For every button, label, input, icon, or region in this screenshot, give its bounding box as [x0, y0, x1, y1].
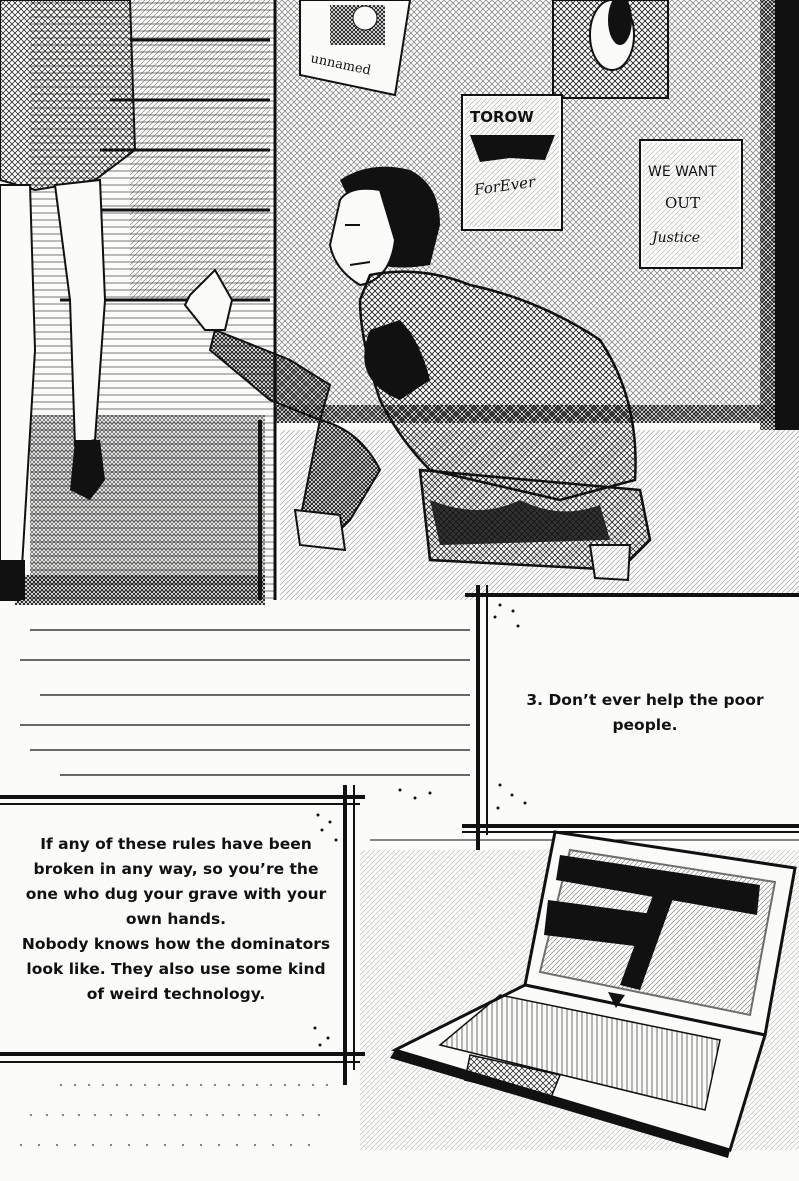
- poster-eye: [553, 0, 668, 98]
- poster-right-line-2: OUT: [665, 194, 700, 212]
- poster-right-line-1: WE WANT: [648, 164, 717, 180]
- poster-middle-subtitle: ForEver: [473, 172, 537, 199]
- poster-top-left-text: unnamed: [309, 51, 373, 79]
- poster-right-line-3: Justice: [652, 230, 701, 246]
- poster-middle-title: TOROW: [470, 108, 534, 126]
- caption-rule-text: 3. Don’t ever help the poor people.: [526, 691, 764, 734]
- caption-warning-text: If any of these rules have been broken in any way, so you’re the one who dug your grave with your own hands. Nobody knows how the dominators look like. They also use some kind of weird technology.: [21, 835, 331, 1003]
